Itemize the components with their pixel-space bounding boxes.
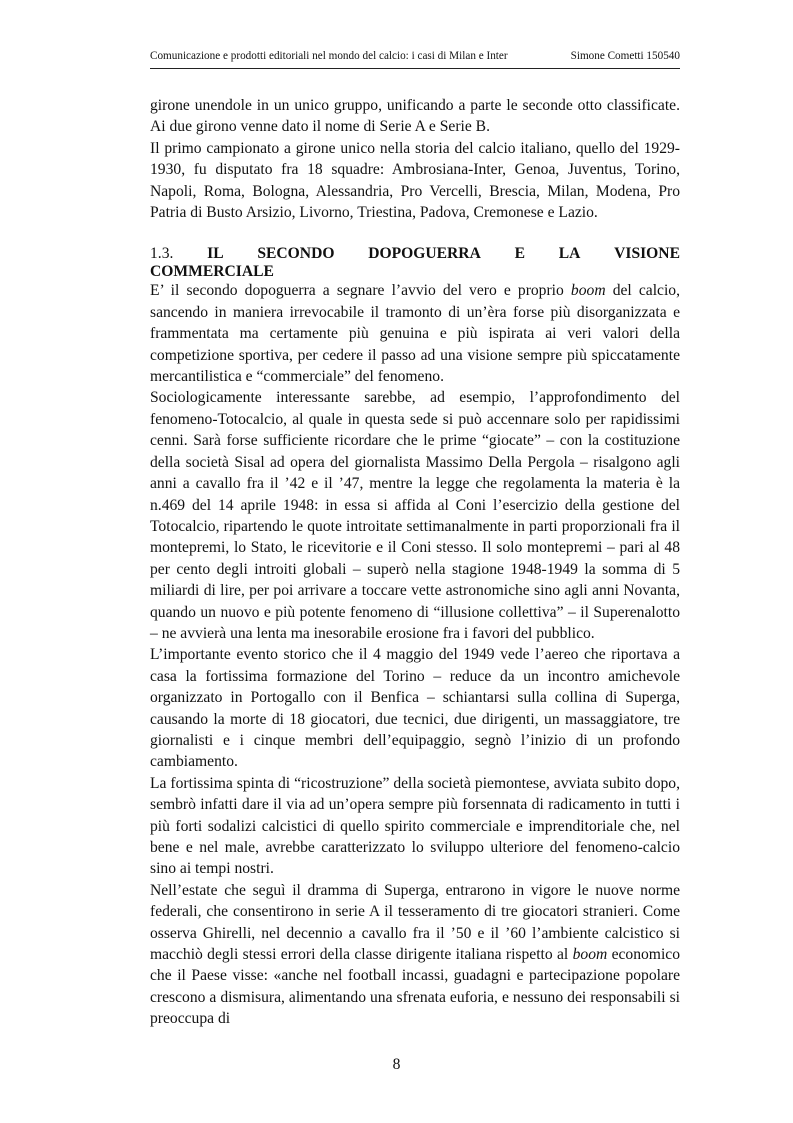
heading-word: VISIONE	[614, 245, 680, 263]
body-text	[150, 95, 680, 1030]
header-title: Comunicazione e prodotti editoriali nel mondo del calcio: i casi di Milan e Inter	[150, 50, 508, 62]
text-run: E’ il secondo dopoguerra a segnare l’avvio del vero e proprio	[150, 282, 571, 300]
italic-term: boom	[572, 946, 608, 964]
paragraph: Il primo campionato a girone unico nella storia del calcio italiano, quello del 1929-1930, fu disputato fra 18 squadre: Ambrosiana-Inter, Genoa, Juventus, Torino, Napoli, Roma, Bologna, Alessandria, Pro Vercelli, Brescia, Milan, Modena, Pro Patria di Busto Arsizio, Livorno, Triestina, Padova, Cremonese e Lazio.	[150, 139, 680, 222]
section-heading	[150, 244, 680, 264]
paragraph	[150, 880, 680, 1030]
heading-word: E	[514, 245, 525, 263]
section-heading-line2: COMMERCIALE	[150, 263, 274, 281]
paragraph: La fortissima spinta di “ricostruzione” della società piemontese, avviata subito dopo, sembrò infatti dare il via ad un’opera sempre più forsennata di radicamento in tutti i più forti sodalizi calcistici di quello spirito commerciale e imprenditoriale che, nel bene e nel male, avrebbe caratterizzato lo sviluppo ulteriore del fenomeno-calcio sino ai tempi nostri.	[150, 774, 680, 878]
heading-word: SECONDO	[257, 245, 335, 263]
text-run: del calcio, sancendo in maniera irrevocabile il tramonto di un’èra forse più disorganizzata e frammentata ma certamente più genuina e più ispirata ai veri valori della competizione sportiva, per cedere il passo ad una visione sempre più spiccatamente mercantilistica e “commerciale” del fenomeno.	[150, 282, 680, 386]
heading-word: LA	[558, 245, 581, 263]
paragraph: L’importante evento storico che il 4 maggio del 1949 vede l’aereo che riportava a casa la fortissima formazione del Torino – reduce da un incontro amichevole organizzato in Portogallo con il Benfica – schiantarsi sulla collina di Superga, causando la morte di 18 giocatori, due tecnici, due dirigenti, un massaggiatore, tre giornalisti e i cinque membri dell’equipaggio, segnò l’inizio di un profondo cambiamento.	[150, 646, 680, 771]
page-header	[150, 46, 680, 69]
paragraph	[150, 280, 680, 387]
heading-word: DOPOGUERRA	[368, 245, 481, 263]
paragraph: Sociologicamente interessante sarebbe, ad esempio, l’approfondimento del fenomeno-Totocalcio, al quale in questa sede si può accennare solo per rapidissimi cenni. Sarà forse sufficiente ricordare che le prime “giocate” – con la costituzione della società Sisal ad opera del giornalista Massimo Della Pergola – risalgono agli anni a cavallo fra il ’42 e il ’47, mentre la legge che regolamenta la materia è la n.469 del 14 aprile 1948: in essa si affida al Coni l’esercizio della gestione del Totocalcio, ripartendo le quote introitate settimanalmente in parti proporzionali fra il montepremi, lo Stato, le ricevitorie e il Coni stesso. Il solo montepremi – pari al 48 per cento degli introiti globali – superò nella stagione 1948-1949 la somma di 5 miliardi di lire, per poi arrivare a toccare vette astronomiche sino agli anni Novanta, quando un nuovo e più potente fenomeno di “illusione collettiva” – il Superenalotto – ne avvierà una lenta ma inesorabile erosione fra i favori del pubblico.	[150, 389, 680, 642]
header-author: Simone Cometti 150540	[570, 50, 680, 62]
text-run: economico che il Paese visse: «anche nel football incassi, guadagni e partecipazione popolare crescono a dismisura, alimentando una sfrenata euforia, e nessuno dei responsabili si preoccupa di	[150, 946, 680, 1028]
section-number: 1.3.	[150, 245, 174, 263]
text-run: Nell’estate che seguì il dramma di Superga, entrarono in vigore le nuove norme federali, che consentirono in serie A il tesseramento di tre giocatori stranieri. Come osserva Ghirelli, nel decennio a cavallo fra il ’50 e il ’60 l’ambiente calcistico si macchiò degli stessi errori della classe dirigente italiana rispetto al	[150, 881, 680, 964]
italic-term: boom	[570, 282, 606, 300]
heading-word: IL	[207, 245, 224, 263]
paragraph: girone unendole in un unico gruppo, unificando a parte le seconde otto classificate. Ai due girono venne dato il nome di Serie A e Serie B.	[150, 97, 680, 136]
page-number: 8	[392, 1056, 401, 1073]
